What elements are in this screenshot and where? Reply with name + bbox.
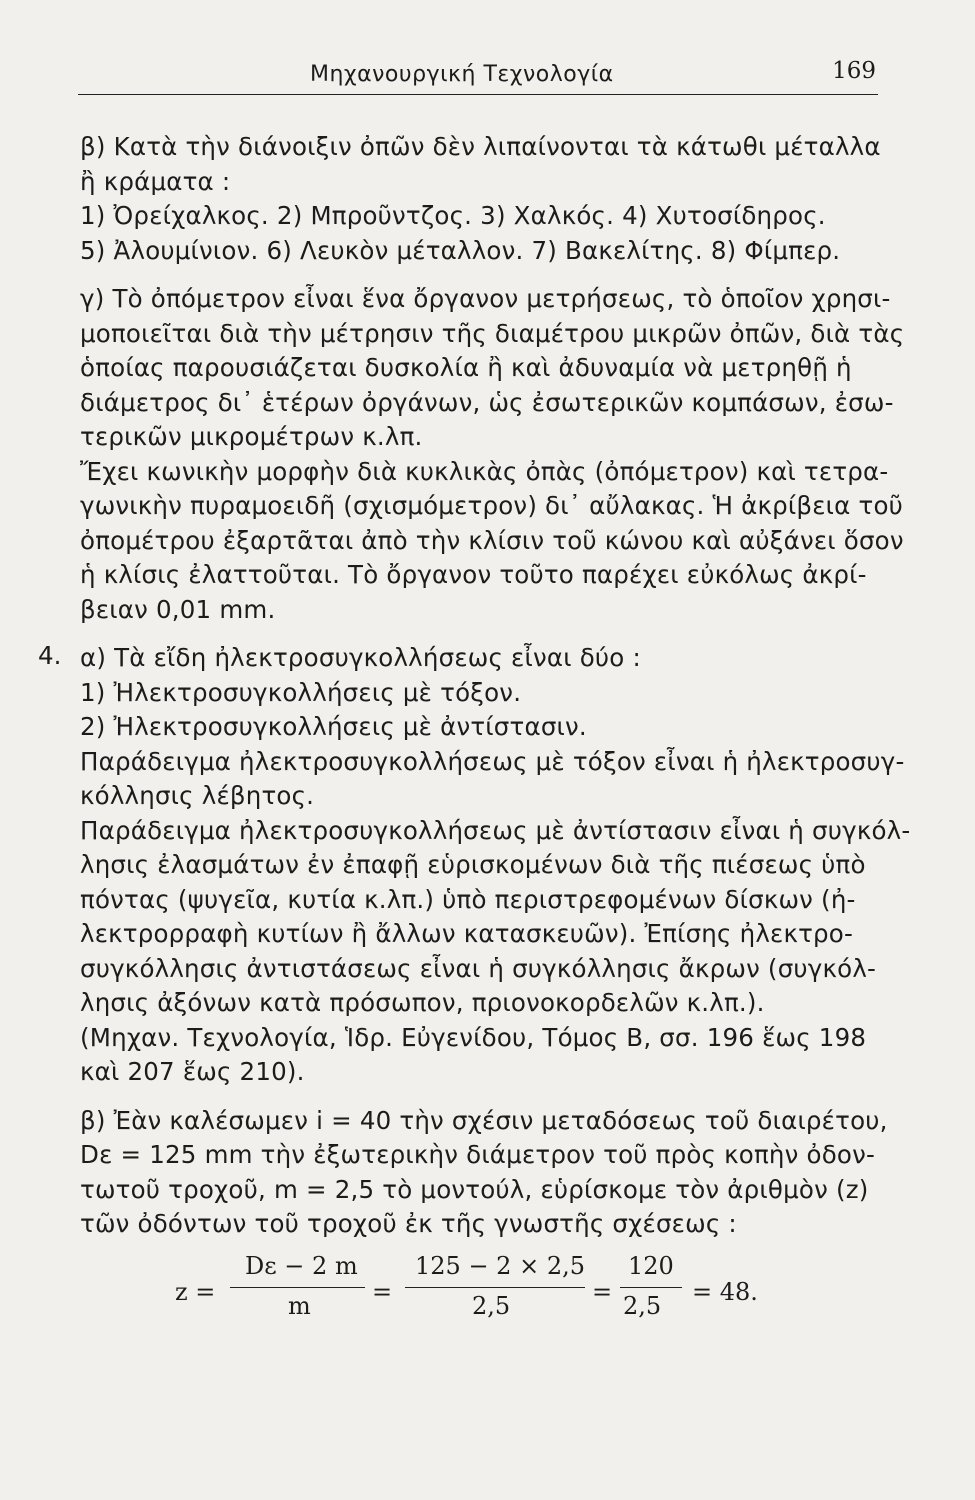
equation-result: = 48.	[692, 1277, 758, 1306]
equation-numerator-1: Dε − 2 m	[245, 1251, 358, 1280]
text-line: ἡ κλίσις ἐλαττοῦται. Τὸ ὄργανον τοῦτο παρέχει εὐκόλως ἀκρί-	[80, 560, 867, 589]
text-line: (Μηχαν. Τεχνολογία, Ἱδρ. Εὐγενίδου, Τόμος Β, σσ. 196 ἕως 198	[80, 1022, 867, 1052]
text-line: βειαν 0,01 mm.	[80, 594, 276, 624]
equation-equals-1: =	[372, 1277, 393, 1306]
text-line: λησις ἀξόνων κατὰ πρόσωπον, πριονοκορδελῶν κ.λπ.).	[80, 988, 765, 1017]
text-line: Παράδειγμα ἠλεκτροσυγκολλήσεως μὲ τόξον εἶναι ἡ ἠλεκτροσυγ-	[80, 746, 905, 776]
text-line: συγκόλλησις ἀντιστάσεως εἶναι ἡ συγκόλλησις ἄκρων (συγκόλ-	[80, 953, 877, 983]
answer-b-lubrication	[80, 130, 880, 268]
text-line: τῶν ὀδόντων τοῦ τροχοῦ ἐκ τῆς γνωστῆς σχέσεως :	[80, 1209, 737, 1238]
text-line: 5) Ἀλουμίνιον. 6) Λευκὸν μέταλλον. 7) Βακελίτης. 8) Φίμπερ.	[80, 235, 841, 265]
answer-c-bore-gauge	[80, 282, 905, 627]
text-line: ἢ κράματα :	[80, 166, 231, 196]
text-line: μοποιεῖται διὰ τὴν μέτρησιν τῆς διαμέτρου μικρῶν ὀπῶν, διὰ τὰς	[80, 318, 905, 348]
page-number: 169	[832, 58, 876, 84]
running-head: Μηχανουργική Τεχνολογία	[310, 62, 614, 87]
text-line: καὶ 207 ἕως 210).	[80, 1057, 305, 1086]
equation-lhs: z =	[175, 1277, 216, 1306]
equation-equals-2: =	[592, 1277, 613, 1306]
text-line: τερικῶν μικρομέτρων κ.λπ.	[80, 422, 423, 451]
text-line: β) Ἐὰν καλέσωμεν i = 40 τὴν σχέσιν μεταδόσεως τοῦ διαιρέτου,	[80, 1105, 888, 1135]
page-body	[38, 130, 911, 1332]
equation-numerator-3: 120	[628, 1251, 674, 1280]
text-line: ὀπομέτρου ἐξαρτᾶται ἀπὸ τὴν κλίσιν τοῦ κώνου καὶ αὐξάνει ὅσον	[80, 525, 904, 555]
page-header	[78, 58, 878, 95]
equation-denominator-2: 2,5	[472, 1291, 511, 1320]
fraction-bar	[620, 1287, 682, 1289]
text-line: διάμετρος δι᾽ ἑτέρων ὀργάνων, ὡς ἐσωτερικῶν κομπάσων, ἐσω-	[80, 387, 894, 417]
answer-b-gear-teeth	[80, 1104, 888, 1242]
text-line: β) Κατὰ τὴν διάνοιξιν ὀπῶν δὲν λιπαίνονται τὰ κάτωθι μέταλλα	[80, 132, 881, 161]
text-line: λεκτρορραφὴ κυτίων ἢ ἄλλων κατασκευῶν). Ἐπίσης ἠλεκτρο-	[80, 919, 854, 948]
text-line: τωτοῦ τροχοῦ, m = 2,5 τὸ μοντούλ, εὑρίσκομε τὸν ἀριθμὸν (z)	[80, 1174, 869, 1204]
section-4	[38, 641, 911, 1090]
text-line: Ἔχει κωνικὴν μορφὴν διὰ κυκλικὰς ὀπὰς (ὀπόμετρον) καὶ τετρα-	[80, 456, 889, 486]
text-line: κόλλησις λέβητος.	[80, 781, 315, 810]
text-line: α) Τὰ εἴδη ἠλεκτροσυγκολλήσεως εἶναι δύο :	[80, 643, 641, 672]
text-line: 2) Ἠλεκτροσυγκολλήσεις μὲ ἀντίστασιν.	[80, 712, 587, 741]
fraction-bar	[230, 1287, 365, 1289]
text-line: Dε = 125 mm τὴν ἐξωτερικὴν διάμετρον τοῦ πρὸς κοπὴν ὀδον-	[80, 1140, 875, 1169]
text-line: Παράδειγμα ἠλεκτροσυγκολλήσεως μὲ ἀντίστασιν εἶναι ἡ συγκόλ-	[80, 815, 911, 845]
section-number: 4.	[38, 641, 62, 670]
equation-numerator-2: 125 − 2 × 2,5	[415, 1251, 585, 1280]
text-line: λησις ἐλασμάτων ἐν ἐπαφῇ εὑρισκομένων διὰ τῆς πιέσεως ὑπὸ	[80, 850, 866, 879]
text-line: γ) Τὸ ὀπόμετρον εἶναι ἕνα ὄργανον μετρήσεως, τὸ ὁποῖον χρησι-	[80, 284, 891, 313]
teeth-equation	[80, 1252, 880, 1332]
text-line: 1) Ἠλεκτροσυγκολλήσεις μὲ τόξον.	[80, 677, 522, 707]
equation-denominator-3: 2,5	[623, 1291, 662, 1320]
text-line: 1) Ὀρείχαλκος. 2) Μπροῦντζος. 3) Χαλκός. 4) Χυτοσίδηρος.	[80, 201, 826, 230]
equation-denominator-1: m	[288, 1291, 311, 1320]
text-line: γωνικὴν πυραμοειδῆ (σχισμόμετρον) δι᾽ αὔλακας. Ἡ ἀκρίβεια τοῦ	[80, 491, 904, 520]
text-line: πόντας (ψυγεῖα, κυτία κ.λπ.) ὑπὸ περιστρεφομένων δίσκων (ἠ-	[80, 884, 856, 914]
text-line: ὁποίας παρουσιάζεται δυσκολία ἢ καὶ ἀδυναμία νὰ μετρηθῇ ἡ	[80, 353, 852, 382]
fraction-bar	[405, 1287, 585, 1289]
